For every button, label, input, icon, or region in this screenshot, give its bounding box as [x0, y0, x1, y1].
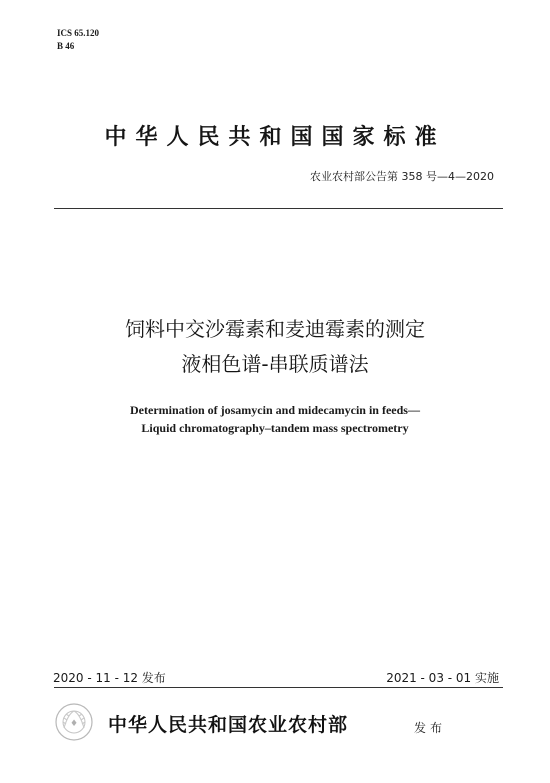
standard-number: 农业农村部公告第 358 号—4—2020 [310, 170, 494, 183]
document-title-cn-line2: 液相色谱-串联质谱法 [181, 352, 369, 376]
ics-code: ICS 65.120 [57, 28, 100, 38]
issue-date: 2020 - 11 - 12 发布 [53, 671, 166, 685]
issue-label: 发布 [414, 721, 447, 735]
bottom-divider [54, 687, 503, 688]
standard-type-title: 中华人民共和国国家标准 [104, 125, 446, 150]
ministry-emblem-icon [54, 702, 94, 742]
document-title-cn-line1: 饲料中交沙霉素和麦迪霉素的测定 [125, 317, 425, 341]
issuing-authority: 中华人民共和国农业农村部 [108, 714, 349, 736]
top-divider [54, 208, 503, 209]
document-title-en-line2: Liquid chromatography–tandem mass spectrometry [141, 421, 409, 435]
svg-text:♦: ♦ [69, 719, 79, 729]
classification-codes [57, 27, 99, 53]
document-title-en-line1: Determination of josamycin and midecamycin in feeds— [130, 403, 420, 417]
ccs-code: B 46 [57, 41, 75, 51]
implementation-date: 2021 - 03 - 01 实施 [386, 671, 499, 685]
